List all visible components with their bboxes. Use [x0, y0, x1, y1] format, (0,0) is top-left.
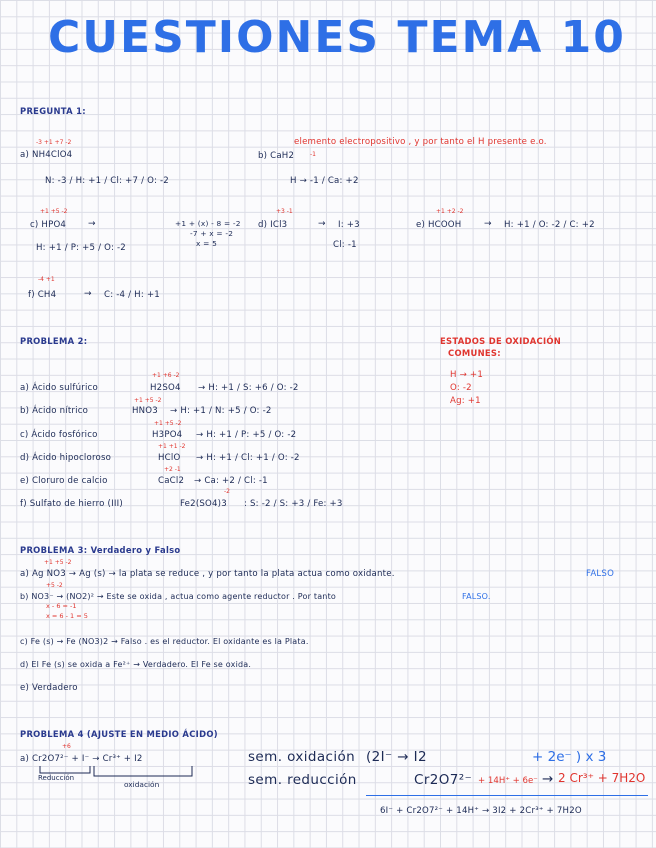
- p1-b-oxidation-states: -1: [310, 151, 316, 158]
- problema4-heading: PROBLEMA 4 (AJUSTE EN MEDIO ÁCIDO): [20, 729, 218, 739]
- p2-a-label: a) Ácido sulfúrico: [20, 383, 98, 393]
- p2-c-label: c) Ácido fosfórico: [20, 430, 98, 440]
- p1-b-note: elemento electropositivo , y por tanto el H presente e.o.: [294, 137, 547, 147]
- p1-e-result: H: +1 / O: -2 / C: +2: [504, 220, 595, 230]
- p3-b-oxidation-states: +5 -2: [46, 582, 63, 589]
- semi-reduction-arrow: →: [542, 771, 554, 787]
- p3-b-calc1: x - 6 = -1: [46, 602, 77, 610]
- p1-f-arrow: →: [84, 289, 92, 299]
- semi-oxidation-label: sem. oxidación: [248, 749, 356, 765]
- p1-c-calc2: -7 + x = -2: [190, 229, 234, 238]
- p1-f-result: C: -4 / H: +1: [104, 290, 160, 300]
- p3-a-oxidation-states: +1 +5 -2: [44, 559, 72, 566]
- p2-d-label: d) Ácido hipocloroso: [20, 453, 112, 463]
- p2-e-label: e) Cloruro de calcio: [20, 476, 108, 486]
- p2-a-result: → H: +1 / S: +6 / O: -2: [198, 383, 299, 393]
- p2-f-result: : S: -2 / S: +3 / Fe: +3: [244, 499, 343, 509]
- p1-c-arrow: →: [88, 219, 96, 229]
- p3-b-verdict: FALSO.: [462, 592, 491, 601]
- p2-f-oxidation-states: -2: [224, 488, 230, 495]
- p3-e-text: e) Verdadero: [20, 683, 78, 693]
- oxidacion-label: oxidación: [124, 780, 160, 789]
- p1-d-result1: I: +3: [338, 220, 360, 230]
- p2-a-oxidation-states: +1 +6 -2: [152, 372, 180, 379]
- p3-d-text: d) El Fe (s) se oxida a Fe²⁺ → Verdadero. El Fe se oxida.: [20, 660, 252, 669]
- p2-c-formula: H3PO4: [152, 430, 183, 440]
- p3-a-text: a) Ag NO3 → Ag (s) → la plata se reduce , y por tanto la plata actua como oxidante.: [20, 569, 395, 579]
- p1-f-formula: f) CH4: [28, 290, 57, 300]
- p3-c-text: c) Fe (s) → Fe (NO3)2 → Falso . es el reductor. El oxidante es la Plata.: [20, 637, 309, 646]
- p1-a-formula: a) NH4ClO4: [20, 150, 73, 160]
- semi-reduction-products: 2 Cr³⁺ + 7H2O: [558, 771, 646, 785]
- p1-c-calc1: +1 + (x) - 8 = -2: [175, 219, 241, 228]
- p2-b-label: b) Ácido nítrico: [20, 406, 89, 416]
- p1-d-result2: Cl: -1: [333, 240, 357, 250]
- p1-e-arrow: →: [484, 219, 492, 229]
- semi-oxidation-electrons: + 2e⁻ ) x 3: [532, 749, 607, 765]
- p2-b-formula: HNO3: [132, 406, 158, 416]
- p1-b-formula: b) CaH2: [258, 151, 295, 161]
- p2-e-result: → Ca: +2 / Cl: -1: [194, 476, 268, 486]
- p1-d-arrow: →: [318, 219, 326, 229]
- p1-c-oxidation-states: +1 +5 -2: [40, 208, 68, 215]
- final-equation: 6I⁻ + Cr2O7²⁻ + 14H⁺ → 3I2 + 2Cr³⁺ + 7H2O: [380, 806, 582, 816]
- estados-subtitle: COMUNES:: [448, 348, 501, 358]
- estados-item-ag: Ag: +1: [450, 396, 481, 406]
- semi-reduction-equation: Cr2O7²⁻: [414, 772, 473, 788]
- p3-b-calc2: x = 6 - 1 = 5: [46, 612, 88, 620]
- p2-b-oxidation-states: +1 +5 -2: [134, 397, 162, 404]
- p1-b-result: H → -1 / Ca: +2: [290, 176, 359, 186]
- p4-a-equation: a) Cr2O7²⁻ + I⁻ → Cr³⁺ + I2: [20, 754, 143, 764]
- estados-item-o: O: -2: [450, 383, 472, 393]
- p1-f-oxidation-states: -4 +1: [38, 276, 55, 283]
- p2-e-oxidation-states: +2 -1: [164, 466, 181, 473]
- problema2-heading: PROBLEMA 2:: [20, 336, 88, 346]
- semi-reduction-label: sem. reducción: [248, 772, 357, 788]
- p1-c-formula: c) HPO4: [30, 220, 67, 230]
- p2-e-formula: CaCl2: [158, 476, 185, 486]
- p1-a-oxidation-states: -3 +1 +7 -2: [36, 139, 72, 146]
- page-title: CUESTIONES TEMA 10: [48, 12, 626, 63]
- estados-title: ESTADOS DE OXIDACIÓN: [440, 336, 562, 346]
- p2-c-oxidation-states: +1 +5 -2: [154, 420, 182, 427]
- p3-b-text: b) NO3⁻ → (NO2)² → Este se oxida , actua como agente reductor . Por tanto: [20, 592, 336, 601]
- sum-divider: [366, 795, 648, 796]
- p2-a-formula: H2SO4: [150, 383, 181, 393]
- semi-reduction-hplus-electrons: + 14H⁺ + 6e⁻: [478, 776, 538, 786]
- p1-d-oxidation-states: +3 -1: [276, 208, 293, 215]
- p3-a-verdict: FALSO: [586, 569, 615, 579]
- problema3-heading: PROBLEMA 3: Verdadero y Falso: [20, 545, 181, 555]
- p2-f-formula: Fe2(SO4)3: [180, 499, 227, 509]
- p2-b-result: → H: +1 / N: +5 / O: -2: [170, 406, 272, 416]
- p1-e-oxidation-states: +1 +2 -2: [436, 208, 464, 215]
- p2-d-formula: HClO: [158, 453, 181, 463]
- reduccion-label: Reducción: [38, 774, 75, 782]
- semi-oxidation-equation: (2I⁻ → I2: [366, 749, 428, 765]
- p2-f-label: f) Sulfato de hierro (III): [20, 499, 123, 509]
- estados-item-h: H → +1: [450, 370, 483, 380]
- p1-c-calc3: x = 5: [196, 239, 217, 248]
- p4-a-oxidation-states: +6: [62, 743, 71, 750]
- p2-c-result: → H: +1 / P: +5 / O: -2: [196, 430, 297, 440]
- p2-d-oxidation-states: +1 +1 -2: [158, 443, 186, 450]
- p1-c-result: H: +1 / P: +5 / O: -2: [36, 243, 126, 253]
- p2-d-result: → H: +1 / Cl: +1 / O: -2: [196, 453, 300, 463]
- pregunta1-heading: PREGUNTA 1:: [20, 106, 86, 116]
- p1-d-formula: d) ICl3: [258, 220, 288, 230]
- p1-a-result: N: -3 / H: +1 / Cl: +7 / O: -2: [45, 176, 169, 186]
- p1-e-formula: e) HCOOH: [416, 220, 462, 230]
